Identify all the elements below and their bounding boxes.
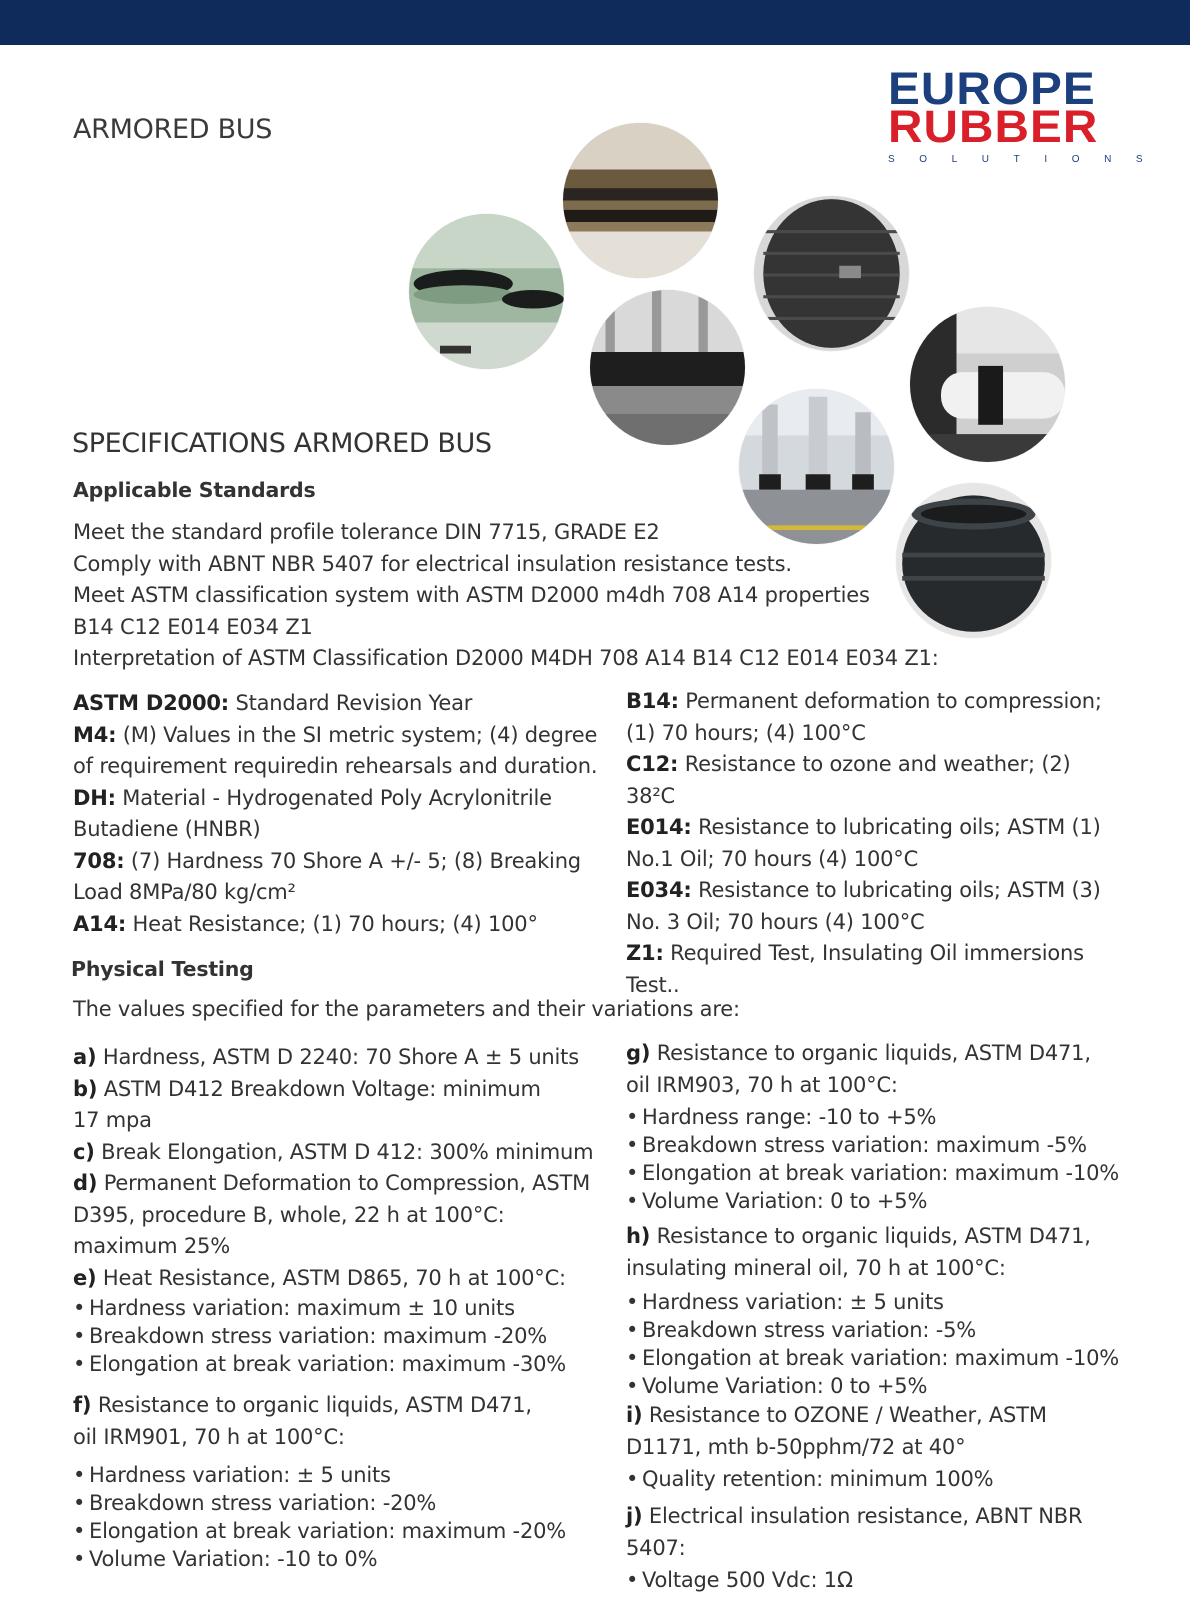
applicable-standards-heading: Applicable Standards bbox=[73, 478, 316, 502]
interpretation-item: M4: (M) Values in the SI metric system; (4) degree of requirement requiredin rehearsals and duration. bbox=[73, 722, 598, 778]
list-item: • Elongation at break variation: maximum -10% bbox=[626, 1159, 1126, 1187]
list-item: • Volume Variation: 0 to +5% bbox=[626, 1372, 1126, 1400]
physical-testing-intro: The values specified for the parameters and their variations are: bbox=[73, 997, 740, 1021]
photo-large-rubber-bellows bbox=[754, 196, 909, 351]
test-item-e: e) Heat Resistance, ASTM D865, 70 h at 100°C: bbox=[73, 1265, 566, 1290]
interpretation-item: ASTM D2000: Standard Revision Year bbox=[73, 691, 473, 715]
standards-line: Meet ASTM classification system with ASTM D2000 m4dh 708 A14 properties bbox=[73, 583, 870, 607]
page-title: ARMORED BUS bbox=[73, 114, 273, 145]
test-item-b: b) ASTM D412 Breakdown Voltage: minimum 17 mpa bbox=[73, 1076, 541, 1132]
physical-right-column bbox=[626, 1038, 1126, 1594]
list-item: • Voltage 500 Vdc: 1Ω bbox=[626, 1566, 1126, 1594]
test-item-g: g) Resistance to organic liquids, ASTM D471, oil IRM903, 70 h at 100°C: bbox=[626, 1041, 1091, 1097]
test-item-h: h) Resistance to organic liquids, ASTM D471, insulating mineral oil, 70 h at 100°C: bbox=[626, 1224, 1091, 1280]
brand-logo-solutions: SOLUTIONS bbox=[888, 154, 1168, 165]
list-item: • Breakdown stress variation: maximum -5% bbox=[626, 1131, 1126, 1159]
brand-logo bbox=[888, 63, 1168, 165]
list-item: • Elongation at break variation: maximum -20% bbox=[73, 1517, 603, 1545]
interpretation-item: Z1: Required Test, Insulating Oil immersions Test.. bbox=[626, 941, 1084, 997]
interpretation-item: C12: Resistance to ozone and weather; (2) 38²C bbox=[626, 752, 1071, 808]
photo-bellows-green-equipment bbox=[409, 214, 564, 369]
test-item-c: c) Break Elongation, ASTM D 412: 300% minimum bbox=[73, 1139, 594, 1164]
interpretation-item: 708: (7) Hardness 70 Shore A +/- 5; (8) Breaking Load 8MPa/80 kg/cm² bbox=[73, 848, 581, 904]
interpretation-right-column bbox=[626, 686, 1116, 1001]
interpretation-item: E014: Resistance to lubricating oils; ASTM (1) No.1 Oil; 70 hours (4) 100°C bbox=[626, 815, 1101, 871]
interpretation-left-column bbox=[73, 688, 613, 940]
list-item: • Quality retention: minimum 100% bbox=[626, 1465, 1126, 1493]
photo-white-pipe-joint bbox=[910, 307, 1065, 462]
test-item-a: a) Hardness, ASTM D 2240: 70 Shore A ± 5 units bbox=[73, 1045, 579, 1069]
standards-line: Meet the standard profile tolerance DIN 7715, GRADE E2 bbox=[73, 520, 660, 544]
standards-line: B14 C12 E014 E034 Z1 bbox=[73, 614, 313, 639]
list-item: • Volume Variation: -10 to 0% bbox=[73, 1545, 603, 1573]
list-item: • Breakdown stress variation: maximum -20% bbox=[73, 1322, 603, 1350]
list-item: • Hardness variation: maximum ± 10 units bbox=[73, 1294, 603, 1322]
physical-testing-heading: Physical Testing bbox=[71, 957, 254, 981]
physical-left-column bbox=[73, 1042, 603, 1573]
specifications-heading: SPECIFICATIONS ARMORED BUS bbox=[72, 428, 492, 459]
list-item: • Elongation at break variation: maximum -10% bbox=[626, 1344, 1126, 1372]
list-item: • Volume Variation: 0 to +5% bbox=[626, 1187, 1126, 1215]
interpretation-item: E034: Resistance to lubricating oils; ASTM (3) No. 3 Oil; 70 hours (4) 100°C bbox=[626, 878, 1101, 934]
list-item: • Hardness variation: ± 5 units bbox=[626, 1288, 1126, 1316]
interpretation-item: B14: Permanent deformation to compression; (1) 70 hours; (4) 100°C bbox=[626, 689, 1102, 745]
standards-line: Interpretation of ASTM Classification D2000 M4DH 708 A14 B14 C12 E014 E034 Z1: bbox=[73, 646, 939, 670]
list-item: • Breakdown stress variation: -20% bbox=[73, 1489, 603, 1517]
interpretation-item: A14: Heat Resistance; (1) 70 hours; (4) 100° bbox=[73, 911, 538, 936]
brand-logo-europe: EUROPE bbox=[888, 63, 1096, 114]
list-item: • Breakdown stress variation: -5% bbox=[626, 1316, 1126, 1344]
list-item: • Hardness range: -10 to +5% bbox=[626, 1103, 1126, 1131]
standards-list bbox=[73, 517, 973, 675]
test-item-d: d) Permanent Deformation to Compression, ASTM D395, procedure B, whole, 22 h at 100°C: maximum 25% bbox=[73, 1171, 591, 1258]
test-item-f: f) Resistance to organic liquids, ASTM D471, oil IRM901, 70 h at 100°C: bbox=[73, 1393, 532, 1449]
photo-bus-duct-boots bbox=[590, 290, 745, 445]
test-item-j: j) Electrical insulation resistance, ABNT NBR 5407: bbox=[626, 1504, 1083, 1560]
list-item: • Hardness variation: ± 5 units bbox=[73, 1461, 603, 1489]
photo-bellows-metal-duct bbox=[563, 123, 718, 278]
top-header-bar bbox=[0, 0, 1190, 45]
test-item-i: i) Resistance to OZONE / Weather, ASTM D1171, mth b-50pphm/72 at 40° bbox=[626, 1403, 1047, 1459]
list-item: • Elongation at break variation: maximum -30% bbox=[73, 1350, 603, 1378]
standards-line: Comply with ABNT NBR 5407 for electrical insulation resistance tests. bbox=[73, 551, 792, 576]
interpretation-item: DH: Material - Hydrogenated Poly Acrylonitrile Butadiene (HNBR) bbox=[73, 785, 552, 841]
brand-logo-rubber: RUBBER bbox=[888, 101, 1099, 152]
